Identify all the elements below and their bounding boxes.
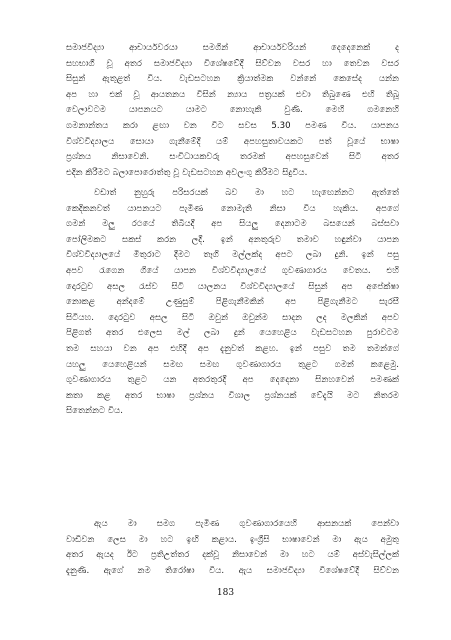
text-line: එදින කිරීමට බලාපොරොත්තු වූ වැඩසටහන අවලංගු කිරීමට සිදුවිය. [66,167,308,178]
text-line: වෙලාවටම යාපනයට යාමට නොහැකි වුණි. මෙහි ගමනෙහි [66,105,399,116]
paragraph-1 [66,41,399,181]
text-line: තම සහයා වන අප එහිදී අප දැනුවත් කළහ. ඉන් පසුව තම තමන්ගේ [66,343,399,354]
text-line: වඩාත් නුහුරු පරිසරයක් බව මා හට හැඟෙන්නට ඇත්තේ [94,188,399,198]
text-line: සිටියහ. දොරටුව අසල සිටි ඔවුන් ඔවුන්ම සාදන ලද මලකින් අපව [66,312,399,323]
page-number: 183 [216,588,235,598]
text-line: සහභාගී වූ අතර සමාජවිද්‍යා විශේෂවේදී සිව්වන වසර හා තෙවන වසර [66,58,399,69]
text-line: ගුවණාගාරය තුළට යන අතරතුරදී අප දෙදෙනා සිනහවෙන් පමණක් [66,375,399,386]
text-line: අපව රැගෙන ගියේ යාපන විශ්වවිද්‍යාලයේ ගුවණාගාරය වෙතය. එහි [66,265,399,276]
text-line: කෙදිකනවත් යාපනයට පැමිණ නොමැති නිසා විය හැකිය. අපගේ [66,203,399,214]
text-line: සිසුන් ඇතුළත් විය. වැඩසටහන ක්‍රියාත්මක වන්නේ කෙසේද යන්න [66,74,399,85]
text-line: යහලු යෙහෙළියන් සමඟ සමඟ ගුවණාගාරය තුළට ගමන් කළෙමු. [66,359,399,370]
text-line: ඇය මා සමග පැමිණ ගුවණාගාරයෙහි ආසනයක් පෙන්වා [94,519,399,529]
text-line: කතා කළ අතර භාෂා ප්‍රශ්නය විශාල ප්‍රශ්නයක් වේදැයි මට නිතරම [66,390,399,401]
text-line: වාඩිවන ලෙස මා හට ඉඟි කළාය. ඉංග්‍රීසි භාෂාවෙන් මා ඇය අමුතු [66,534,399,545]
text-line: විශ්වවිද්‍යාලයේ මිතුරාට දීමට තෑගි මල්ලක්ද අපට ලබා දුනි. ඉන් පසු [66,250,399,261]
text-line: දොරටුව අසල රැස්ව සිටි යාලනය විශ්වවිද්‍යාලයේ සිසුන් අප අපේක්ෂා [66,281,399,292]
text-line: ගමන් මලු රථයේ තිබියදී අප සියලු දෙනාටම බසයෙන් බස්සවා [66,219,399,230]
text-line: ගමනාන්තය කරා ළඟා වන විට සවස 5.30 පමණ විය. යාපනය [66,120,399,131]
text-line: සමාජවිද්‍යා ආචාර්යවරයා සමගින් ආචාර්යවරියන් දෙදෙනෙක් ද [66,43,399,53]
text-line: පිළිගත් අතර එලෙස මල් ලබා දුන් යෙහෙළිය වැඩසටහන පුරාවටම [66,328,399,339]
text-line: දැනුණි. ඇගේ නම තිරෝෂා විය. ඇය සමාජවිද්‍යා විශේෂවේදී සිව්වන [66,565,399,576]
text-line: විශ්වවිද්‍යාලය සොයා ගැනීමේදී යම් අපහසුතාවයකට පත් වූයේ භාෂා [66,136,399,147]
paragraph-2 [66,186,399,420]
text-line: නොකළ අන්දමේ උණුසුම් පිළිගැනීමකින් අප පිළිගැනීමට සැරසී [66,297,399,308]
text-line: ප්‍රශ්නය නිසාවෙනි. සංවිධායකවරු තරමක් අපහසුවෙන් සිටි අතර [66,152,399,163]
paragraph-3 [66,517,399,579]
text-line: අප හා එක් වූ ආයතනය විසින් න්‍යාය පත්‍රයක් එවා තිබුණෙ එහි තිබූ [66,89,399,100]
text-line: අතර ඇයද ඊට ප්‍රතිඋත්තර දක්වූ නිසාවෙන් මා හට යම් අස්වැසිල්ලක් [66,550,399,561]
text-line: පෝලිමකට සකස් කරන ලදී. ඉන් අනතුරුව තමාව හඳුන්වා යාපන [66,234,399,245]
text-line: සිතෙන්නට විය. [66,406,123,417]
